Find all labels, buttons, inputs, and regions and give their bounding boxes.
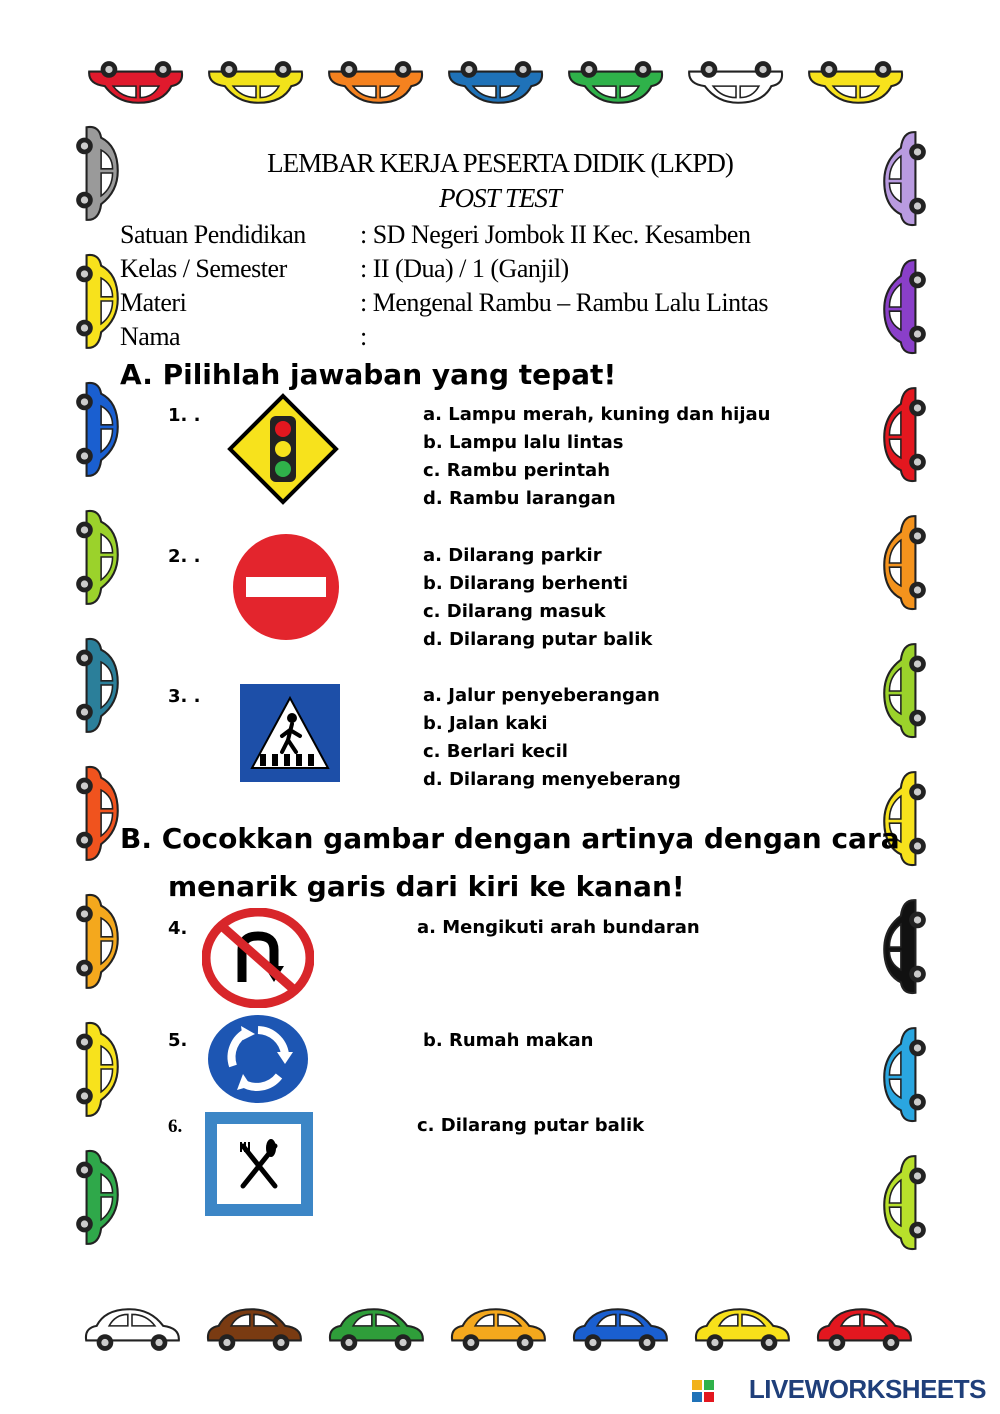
option[interactable]: d. Dilarang putar balik bbox=[423, 629, 653, 650]
car-icon bbox=[877, 895, 931, 999]
restaurant-sign-icon bbox=[205, 1112, 313, 1216]
match-answer[interactable]: b. Rumah makan bbox=[423, 1030, 594, 1051]
car-icon bbox=[877, 1151, 931, 1255]
option[interactable]: a. Lampu merah, kuning dan hijau bbox=[423, 404, 771, 425]
traffic-light-warning-sign-icon bbox=[226, 392, 340, 506]
car-icon bbox=[877, 255, 931, 359]
car-icon bbox=[71, 633, 125, 737]
question-number: 2. . bbox=[168, 546, 201, 567]
car-icon bbox=[812, 1302, 916, 1356]
car-icon bbox=[877, 639, 931, 743]
question-number: 1. . bbox=[168, 405, 201, 426]
car-icon bbox=[568, 1302, 672, 1356]
option[interactable]: b. Jalan kaki bbox=[423, 713, 548, 734]
roundabout-sign-icon bbox=[207, 1014, 309, 1104]
option[interactable]: d. Rambu larangan bbox=[423, 488, 616, 509]
question-number: 3. . bbox=[168, 686, 201, 707]
meta-value: : Mengenal Rambu – Rambu Lalu Lintas bbox=[360, 288, 769, 317]
car-icon bbox=[877, 1023, 931, 1127]
car-icon bbox=[71, 761, 125, 865]
meta-label: Kelas / Semester bbox=[120, 254, 287, 283]
liveworksheets-logo-icon bbox=[692, 1380, 714, 1402]
car-icon bbox=[84, 56, 188, 110]
option[interactable]: b. Lampu lalu lintas bbox=[423, 432, 624, 453]
option[interactable]: a. Dilarang parkir bbox=[423, 545, 602, 566]
meta-label: Satuan Pendidikan bbox=[120, 220, 306, 249]
option[interactable]: c. Berlari kecil bbox=[423, 741, 568, 762]
page-subtitle: POST TEST bbox=[439, 183, 561, 213]
meta-label: Materi bbox=[120, 288, 187, 317]
car-icon bbox=[71, 249, 125, 353]
option[interactable]: d. Dilarang menyeberang bbox=[423, 769, 681, 790]
match-answer[interactable]: a. Mengikuti arah bundaran bbox=[417, 917, 700, 938]
car-icon bbox=[324, 56, 428, 110]
car-icon bbox=[446, 1302, 550, 1356]
meta-value: : bbox=[360, 322, 367, 351]
page-title: LEMBAR KERJA PESERTA DIDIK (LKPD) bbox=[267, 148, 733, 178]
car-icon bbox=[71, 377, 125, 481]
car-icon bbox=[324, 1302, 428, 1356]
section-b-heading-line1: B. Cocokkan gambar dengan artinya dengan cara bbox=[120, 822, 900, 855]
option[interactable]: b. Dilarang berhenti bbox=[423, 573, 628, 594]
car-icon bbox=[71, 505, 125, 609]
no-u-turn-sign-icon bbox=[202, 908, 314, 1008]
question-number: 5. bbox=[168, 1030, 188, 1051]
car-icon bbox=[71, 1017, 125, 1121]
car-icon bbox=[80, 1302, 184, 1356]
car-icon bbox=[877, 127, 931, 231]
option[interactable]: a. Jalur penyeberangan bbox=[423, 685, 660, 706]
meta-label: Nama bbox=[120, 322, 181, 351]
car-icon bbox=[690, 1302, 794, 1356]
car-icon bbox=[444, 56, 548, 110]
car-icon bbox=[804, 56, 908, 110]
brand-name: LIVEWORKSHEETS bbox=[748, 1374, 986, 1404]
option[interactable]: c. Dilarang masuk bbox=[423, 601, 606, 622]
car-icon bbox=[71, 889, 125, 993]
match-answer[interactable]: c. Dilarang putar balik bbox=[417, 1115, 645, 1136]
car-icon bbox=[877, 383, 931, 487]
car-icon bbox=[877, 511, 931, 615]
option[interactable]: c. Rambu perintah bbox=[423, 460, 611, 481]
car-icon bbox=[204, 56, 308, 110]
question-number: 6. bbox=[168, 1116, 183, 1137]
no-entry-sign-icon bbox=[232, 533, 340, 641]
car-icon bbox=[202, 1302, 306, 1356]
pedestrian-crossing-sign-icon bbox=[240, 684, 340, 782]
car-icon bbox=[564, 56, 668, 110]
meta-value: : SD Negeri Jombok II Kec. Kesamben bbox=[360, 220, 751, 249]
section-a-heading: A. Pilihlah jawaban yang tepat! bbox=[120, 358, 617, 391]
question-number: 4. bbox=[168, 918, 188, 939]
meta-value: : II (Dua) / 1 (Ganjil) bbox=[360, 254, 569, 283]
car-icon bbox=[71, 1145, 125, 1249]
section-b-heading-line2: menarik garis dari kiri ke kanan! bbox=[168, 870, 685, 903]
car-icon bbox=[684, 56, 788, 110]
car-icon bbox=[877, 767, 931, 871]
